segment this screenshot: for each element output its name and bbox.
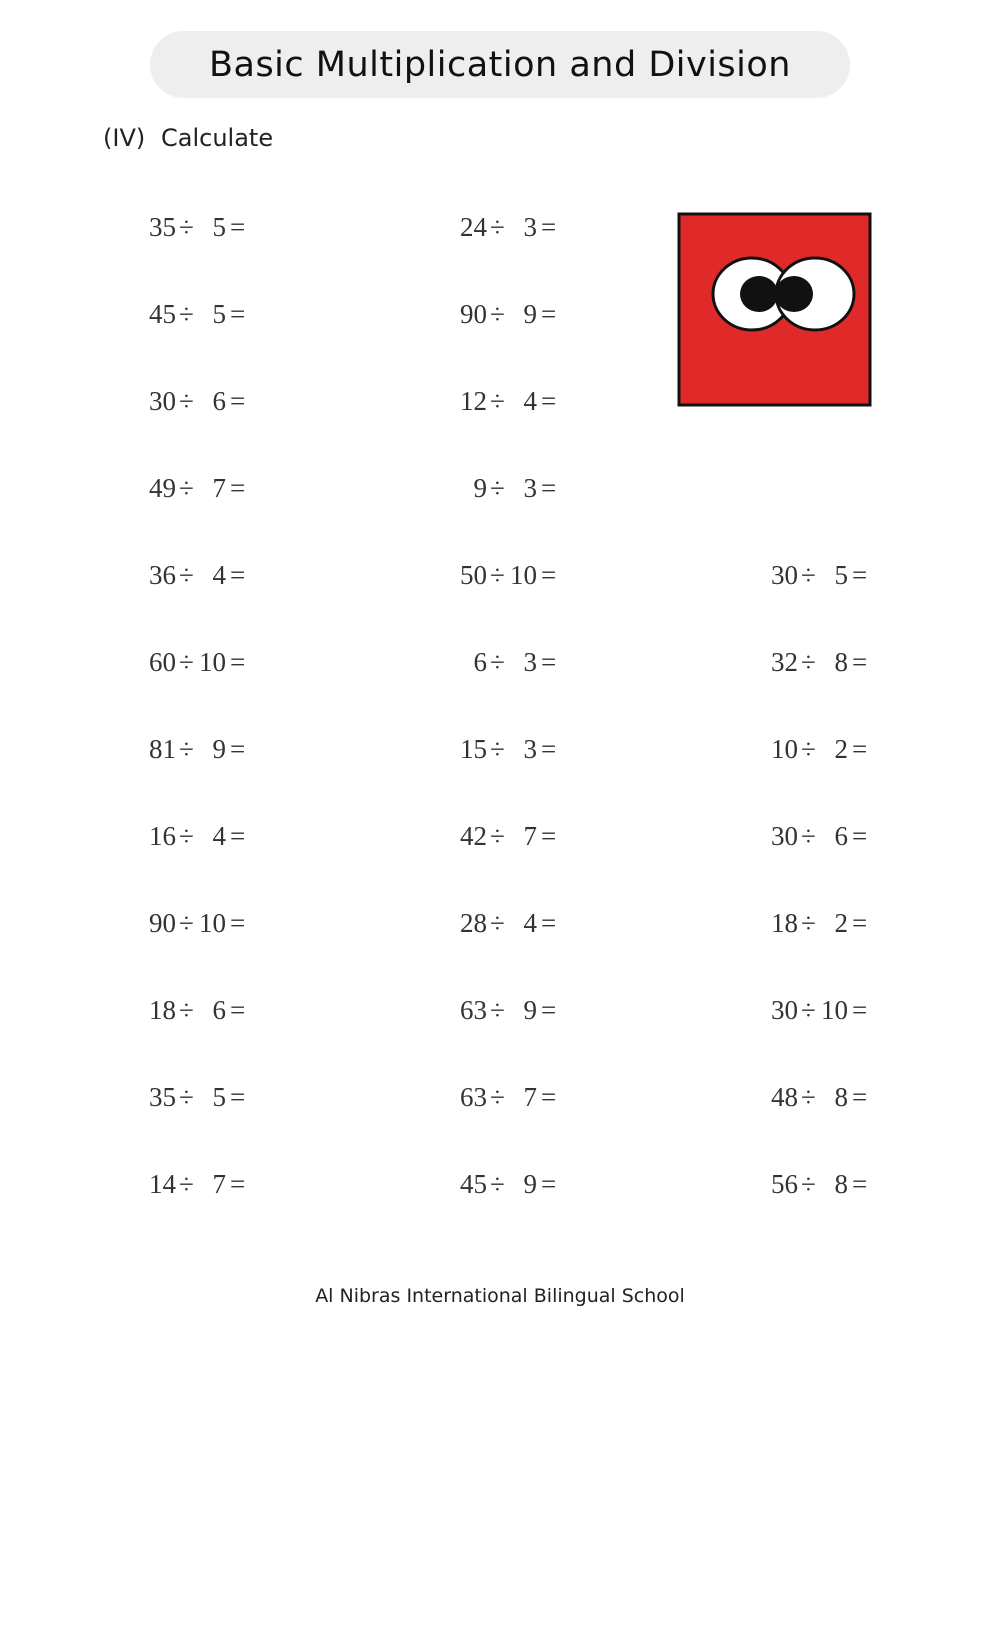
division-problem — [763, 1168, 878, 1200]
divide-sign: ÷ — [801, 1169, 816, 1199]
division-problem — [141, 559, 256, 591]
equals-sign: = — [852, 734, 868, 764]
division-problem — [452, 472, 567, 504]
equals-sign: = — [541, 1169, 557, 1199]
divisor: 4 — [523, 908, 537, 938]
equals-sign: = — [541, 560, 557, 590]
dividend: 36 — [149, 560, 176, 590]
division-problem — [452, 298, 567, 330]
equals-sign: = — [541, 386, 557, 416]
division-problem — [141, 907, 256, 939]
division-problem — [763, 820, 878, 852]
divisor: 8 — [834, 1082, 848, 1112]
dividend: 63 — [460, 1082, 487, 1112]
divisor: 8 — [834, 1169, 848, 1199]
division-problem — [452, 559, 567, 591]
divide-sign: ÷ — [179, 1082, 194, 1112]
equals-sign: = — [230, 821, 246, 851]
equals-sign: = — [541, 473, 557, 503]
divide-sign: ÷ — [801, 995, 816, 1025]
divide-sign: ÷ — [179, 560, 194, 590]
division-problem — [141, 385, 256, 417]
divide-sign: ÷ — [179, 1169, 194, 1199]
division-problem — [141, 733, 256, 765]
dividend: 9 — [473, 473, 487, 503]
equals-sign: = — [852, 647, 868, 677]
divisor: 5 — [212, 1082, 226, 1112]
red-square-character-icon — [677, 212, 872, 407]
dividend: 24 — [460, 212, 487, 242]
divisor: 3 — [523, 473, 537, 503]
dividend: 14 — [149, 1169, 176, 1199]
division-problem — [452, 1081, 567, 1113]
dividend: 30 — [771, 560, 798, 590]
dividend: 45 — [460, 1169, 487, 1199]
divisor: 3 — [523, 734, 537, 764]
page-title: Basic Multiplication and Division — [208, 44, 791, 85]
dividend: 42 — [460, 821, 487, 851]
equals-sign: = — [852, 1082, 868, 1112]
equals-sign: = — [230, 212, 246, 242]
dividend: 60 — [149, 647, 176, 677]
equals-sign: = — [230, 1169, 246, 1199]
dividend: 90 — [149, 908, 176, 938]
equals-sign: = — [852, 821, 868, 851]
dividend: 12 — [460, 386, 487, 416]
equals-sign: = — [541, 647, 557, 677]
division-problem — [452, 907, 567, 939]
dividend: 81 — [149, 734, 176, 764]
equals-sign: = — [230, 560, 246, 590]
divisor: 10 — [821, 995, 848, 1025]
equals-sign: = — [541, 1082, 557, 1112]
divisor: 7 — [523, 1082, 537, 1112]
division-problem — [763, 907, 878, 939]
left-pupil — [740, 276, 778, 312]
divisor: 3 — [523, 212, 537, 242]
divide-sign: ÷ — [490, 299, 505, 329]
equals-sign: = — [852, 560, 868, 590]
divide-sign: ÷ — [801, 647, 816, 677]
equals-sign: = — [230, 473, 246, 503]
dividend: 56 — [771, 1169, 798, 1199]
equals-sign: = — [541, 908, 557, 938]
divisor: 9 — [523, 1169, 537, 1199]
equals-sign: = — [230, 734, 246, 764]
divisor: 4 — [212, 560, 226, 590]
division-problem — [763, 646, 878, 678]
dividend: 35 — [149, 212, 176, 242]
divisor: 6 — [212, 995, 226, 1025]
divisor: 7 — [212, 473, 226, 503]
dividend: 30 — [771, 995, 798, 1025]
dividend: 18 — [149, 995, 176, 1025]
equals-sign: = — [852, 908, 868, 938]
equals-sign: = — [230, 386, 246, 416]
divisor: 6 — [212, 386, 226, 416]
dividend: 45 — [149, 299, 176, 329]
divisor: 3 — [523, 647, 537, 677]
division-problem — [763, 559, 878, 591]
divisor: 6 — [834, 821, 848, 851]
divide-sign: ÷ — [490, 1082, 505, 1112]
title-banner — [150, 31, 850, 98]
dividend: 49 — [149, 473, 176, 503]
divide-sign: ÷ — [179, 908, 194, 938]
dividend: 63 — [460, 995, 487, 1025]
division-problem — [141, 1168, 256, 1200]
dividend: 90 — [460, 299, 487, 329]
divide-sign: ÷ — [490, 821, 505, 851]
divide-sign: ÷ — [490, 1169, 505, 1199]
divide-sign: ÷ — [801, 821, 816, 851]
equals-sign: = — [541, 821, 557, 851]
division-problem — [452, 385, 567, 417]
dividend: 30 — [149, 386, 176, 416]
dividend: 35 — [149, 1082, 176, 1112]
division-problem — [763, 733, 878, 765]
division-problem — [141, 994, 256, 1026]
division-problem — [141, 472, 256, 504]
dividend: 15 — [460, 734, 487, 764]
dividend: 32 — [771, 647, 798, 677]
section-number: (IV) — [103, 124, 146, 152]
divisor: 9 — [523, 995, 537, 1025]
division-problem — [141, 820, 256, 852]
equals-sign: = — [230, 299, 246, 329]
divisor: 4 — [212, 821, 226, 851]
divide-sign: ÷ — [801, 1082, 816, 1112]
divisor: 8 — [834, 647, 848, 677]
divisor: 4 — [523, 386, 537, 416]
division-problem — [452, 646, 567, 678]
divide-sign: ÷ — [801, 908, 816, 938]
divide-sign: ÷ — [801, 560, 816, 590]
division-problem — [452, 820, 567, 852]
divide-sign: ÷ — [179, 473, 194, 503]
divide-sign: ÷ — [490, 908, 505, 938]
division-problem — [452, 994, 567, 1026]
dividend: 6 — [473, 647, 487, 677]
division-problem — [141, 646, 256, 678]
equals-sign: = — [230, 1082, 246, 1112]
dividend: 28 — [460, 908, 487, 938]
divide-sign: ÷ — [490, 647, 505, 677]
equals-sign: = — [541, 212, 557, 242]
divide-sign: ÷ — [179, 821, 194, 851]
dividend: 48 — [771, 1082, 798, 1112]
divisor: 10 — [199, 647, 226, 677]
divide-sign: ÷ — [179, 734, 194, 764]
divisor: 10 — [510, 560, 537, 590]
divide-sign: ÷ — [490, 473, 505, 503]
divisor: 9 — [212, 734, 226, 764]
divide-sign: ÷ — [801, 734, 816, 764]
equals-sign: = — [852, 995, 868, 1025]
divisor: 5 — [834, 560, 848, 590]
divide-sign: ÷ — [179, 299, 194, 329]
dividend: 50 — [460, 560, 487, 590]
divisor: 10 — [199, 908, 226, 938]
division-problem — [141, 298, 256, 330]
dividend: 10 — [771, 734, 798, 764]
divide-sign: ÷ — [179, 212, 194, 242]
dividend: 16 — [149, 821, 176, 851]
division-problem — [141, 1081, 256, 1113]
division-problem — [763, 1081, 878, 1113]
divisor: 2 — [834, 734, 848, 764]
instruction — [103, 124, 273, 152]
dividend: 18 — [771, 908, 798, 938]
divide-sign: ÷ — [179, 386, 194, 416]
divisor: 5 — [212, 212, 226, 242]
equals-sign: = — [541, 734, 557, 764]
equals-sign: = — [230, 647, 246, 677]
divide-sign: ÷ — [179, 995, 194, 1025]
dividend: 30 — [771, 821, 798, 851]
divisor: 7 — [212, 1169, 226, 1199]
divisor: 7 — [523, 821, 537, 851]
divisor: 2 — [834, 908, 848, 938]
divide-sign: ÷ — [490, 995, 505, 1025]
division-problem — [141, 211, 256, 243]
equals-sign: = — [230, 908, 246, 938]
divisor: 5 — [212, 299, 226, 329]
division-problem — [452, 211, 567, 243]
division-problem — [452, 733, 567, 765]
divide-sign: ÷ — [179, 647, 194, 677]
divide-sign: ÷ — [490, 386, 505, 416]
divide-sign: ÷ — [490, 212, 505, 242]
division-problem — [763, 994, 878, 1026]
right-pupil — [775, 276, 813, 312]
divisor: 9 — [523, 299, 537, 329]
divide-sign: ÷ — [490, 734, 505, 764]
school-name-footer: Al Nibras International Bilingual School — [315, 1285, 685, 1307]
division-problem — [452, 1168, 567, 1200]
equals-sign: = — [230, 995, 246, 1025]
instruction-text: Calculate — [161, 124, 274, 152]
equals-sign: = — [541, 299, 557, 329]
equals-sign: = — [541, 995, 557, 1025]
equals-sign: = — [852, 1169, 868, 1199]
divide-sign: ÷ — [490, 560, 505, 590]
